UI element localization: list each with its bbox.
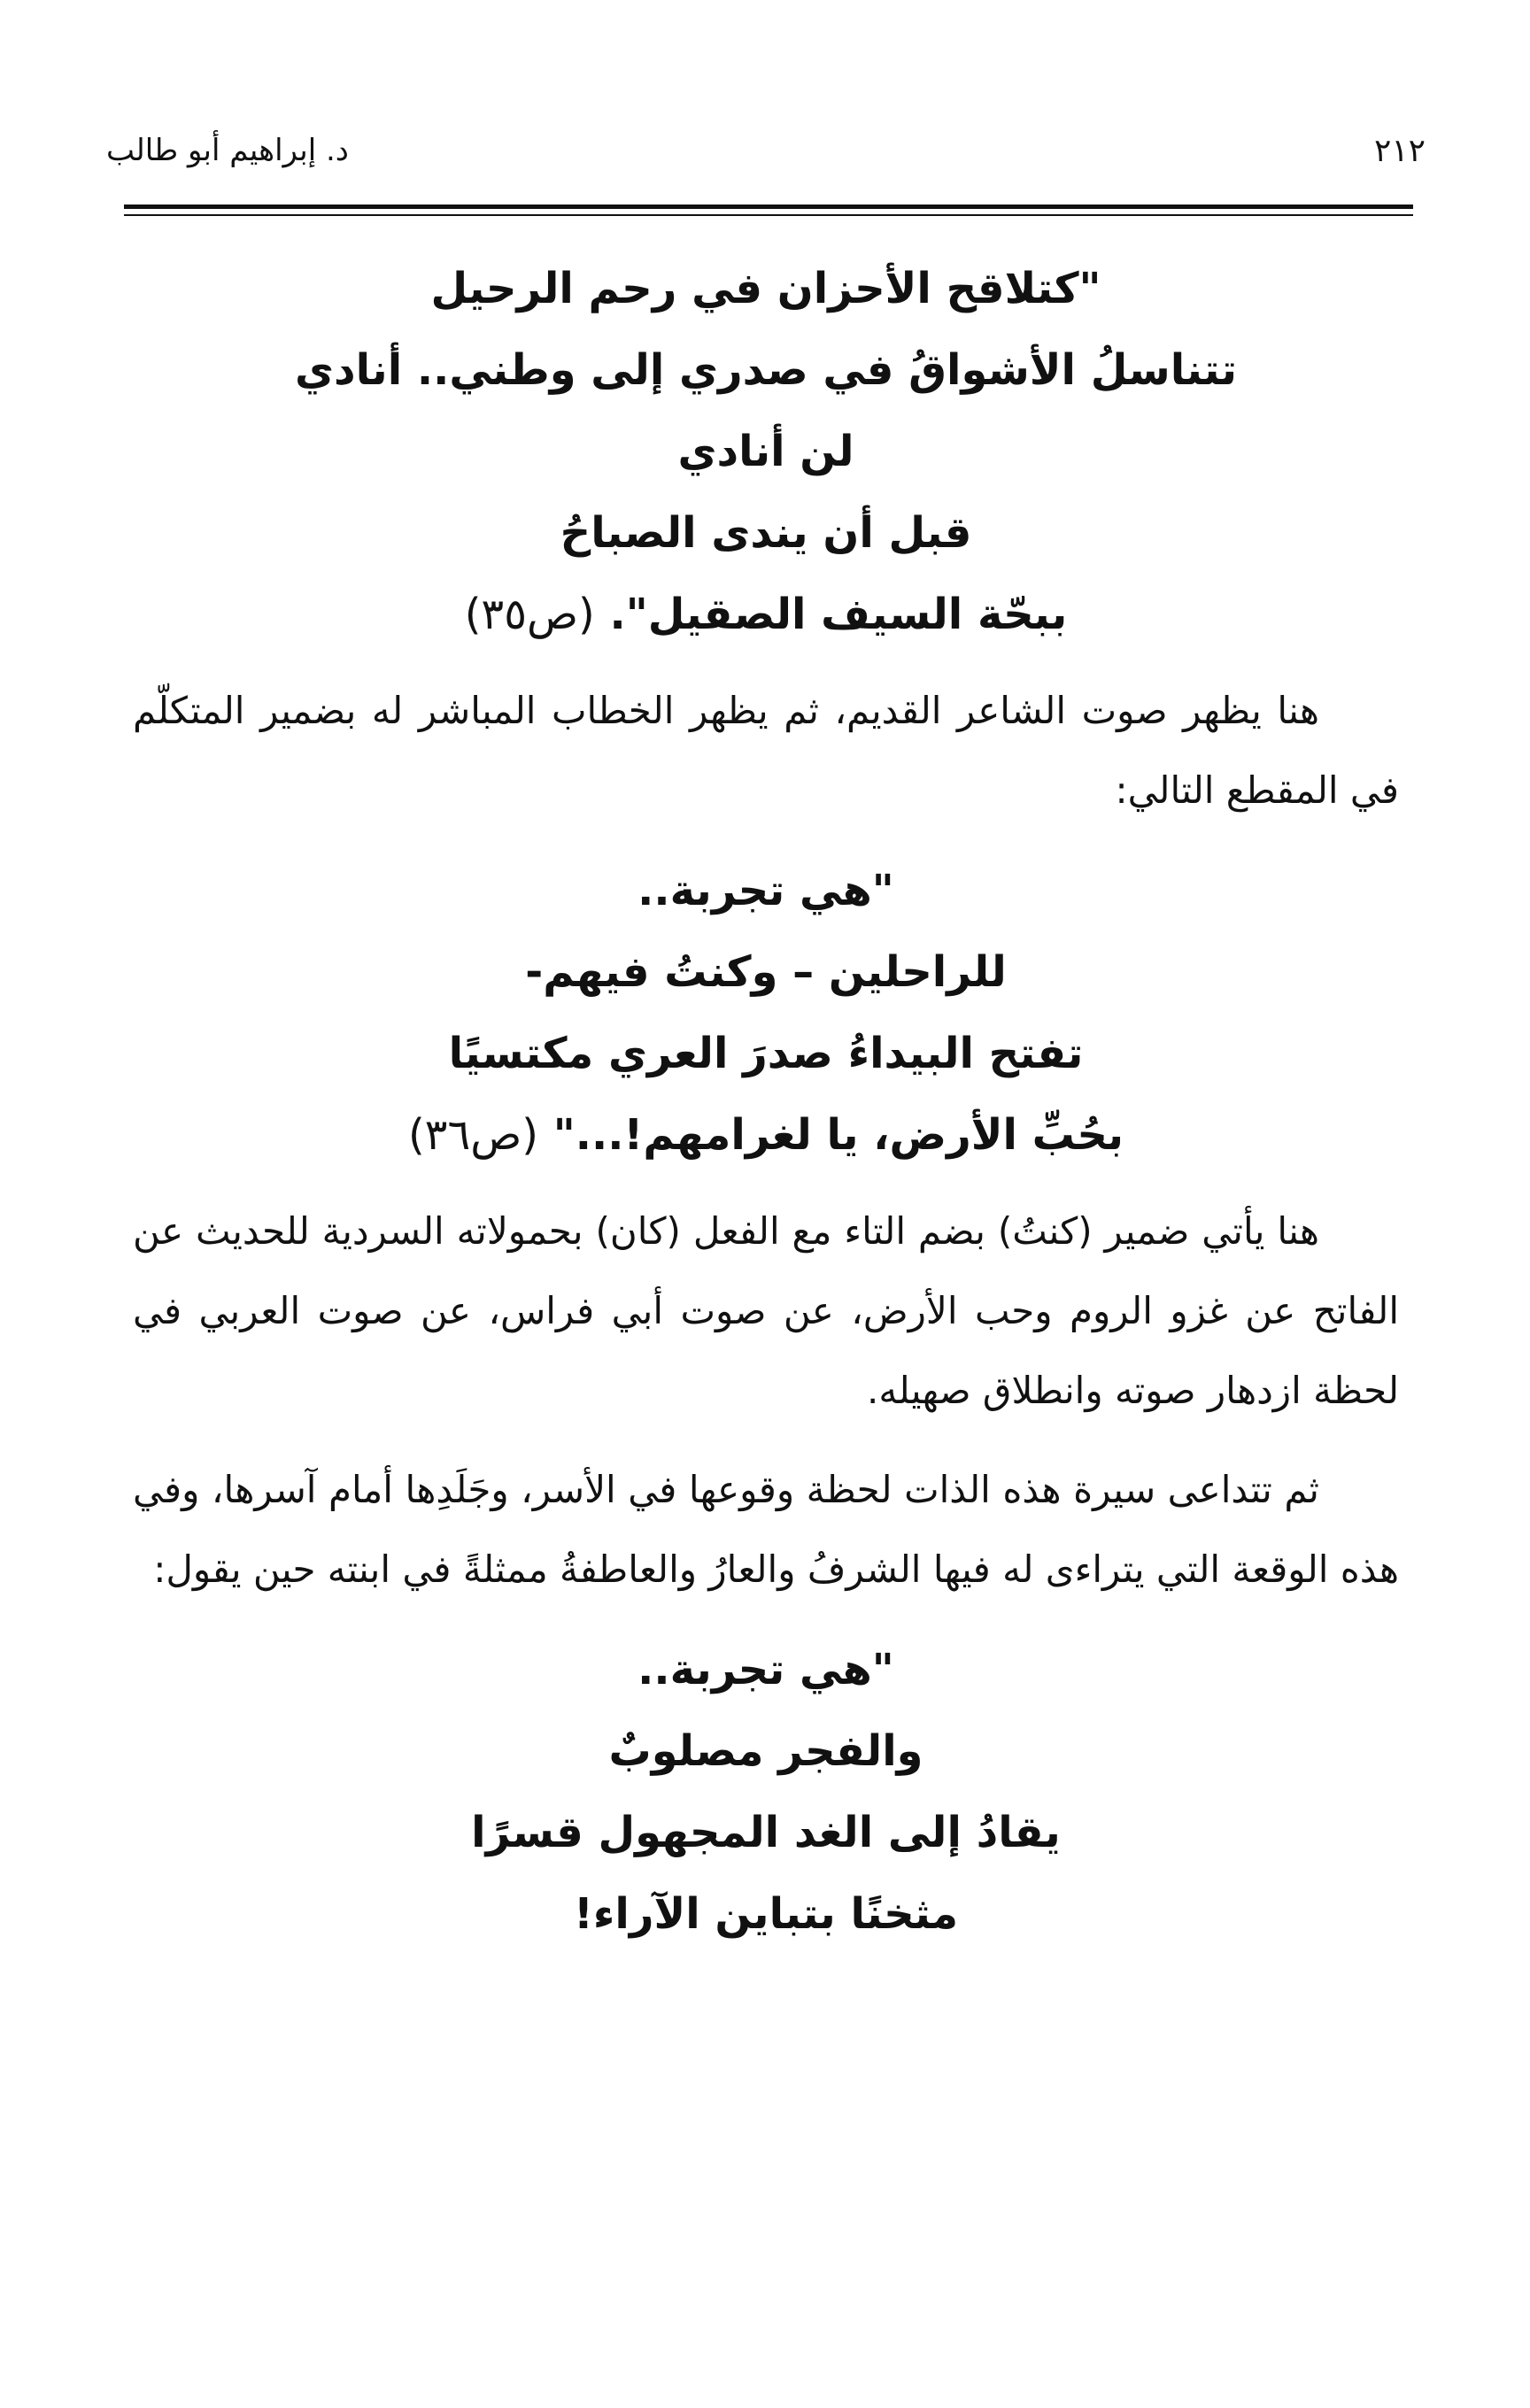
verse-line: قبل أن يندى الصباحُ xyxy=(560,508,972,558)
verse-line: يقادُ إلى الغد المجهول قسرًا xyxy=(471,1808,1061,1857)
header-rule-thin xyxy=(124,214,1413,216)
verse-line: "كتلاقح الأحزان في رحم الرحيل xyxy=(430,264,1101,313)
paragraph-2 xyxy=(133,1192,1399,1431)
poem-stanza-2 xyxy=(133,850,1399,1176)
verse-line xyxy=(133,574,1399,655)
page-number: ٢١٢ xyxy=(1373,133,1426,169)
verse-line: لن أنادي xyxy=(677,427,854,476)
page-reference: (ص٣٥) xyxy=(464,590,595,639)
paragraph-1 xyxy=(133,671,1399,830)
verse-line: مثخنًا بتباين الآراء! xyxy=(573,1889,959,1939)
page-body xyxy=(133,248,1399,1955)
verse-line: تتناسلُ الأشواقُ في صدري إلى وطني.. أنادي xyxy=(295,345,1237,395)
header-rule-thick xyxy=(124,205,1413,209)
verse-line: "هي تجربة.. xyxy=(638,866,894,915)
page-reference: (ص٣٦) xyxy=(407,1110,538,1160)
verse-line: تفتح البيداءُ صدرَ العري مكتسيًا xyxy=(448,1029,1084,1078)
verse-line xyxy=(133,1094,1399,1176)
paragraph-text: هنا يظهر صوت الشاعر القديم، ثم يظهر الخطاب المباشر له بضمير المتكلّم في المقطع التالي: xyxy=(133,689,1399,812)
paragraph-text: هنا يأتي ضمير (كنتُ) بضم التاء مع الفعل (كان) بحمولاته السردية للحديث عن الفاتح عن غزو الروم وحب الأرض، عن صوت أبي فراس، عن صوت العربي في لحظة ازدهار صوته وانطلاق صهيله. xyxy=(133,1209,1399,1412)
verse-line: "هي تجربة.. xyxy=(638,1645,894,1694)
verse-text: ببحّة السيف الصقيل". xyxy=(609,590,1068,639)
verse-line: للراحلين – وكنتُ فيهم- xyxy=(525,947,1007,997)
page-header xyxy=(106,133,1426,186)
verse-line: والفجر مصلوبٌ xyxy=(608,1726,923,1776)
poem-stanza-3 xyxy=(133,1629,1399,1955)
paragraph-text: ثم تتداعى سيرة هذه الذات لحظة وقوعها في الأسر، وجَلَدِها أمام آسرها، وفي هذه الوقعة التي يتراءى له فيها الشرفُ والعارُ والعاطفةُ ممثلةً في ابنته حين يقول: xyxy=(133,1468,1399,1591)
poem-stanza-1 xyxy=(133,248,1399,655)
paragraph-3 xyxy=(133,1450,1399,1609)
verse-text: بحُبِّ الأرض، يا لغرامهم!..." xyxy=(552,1110,1124,1160)
running-head-author: د. إبراهيم أبو طالب xyxy=(106,133,349,168)
